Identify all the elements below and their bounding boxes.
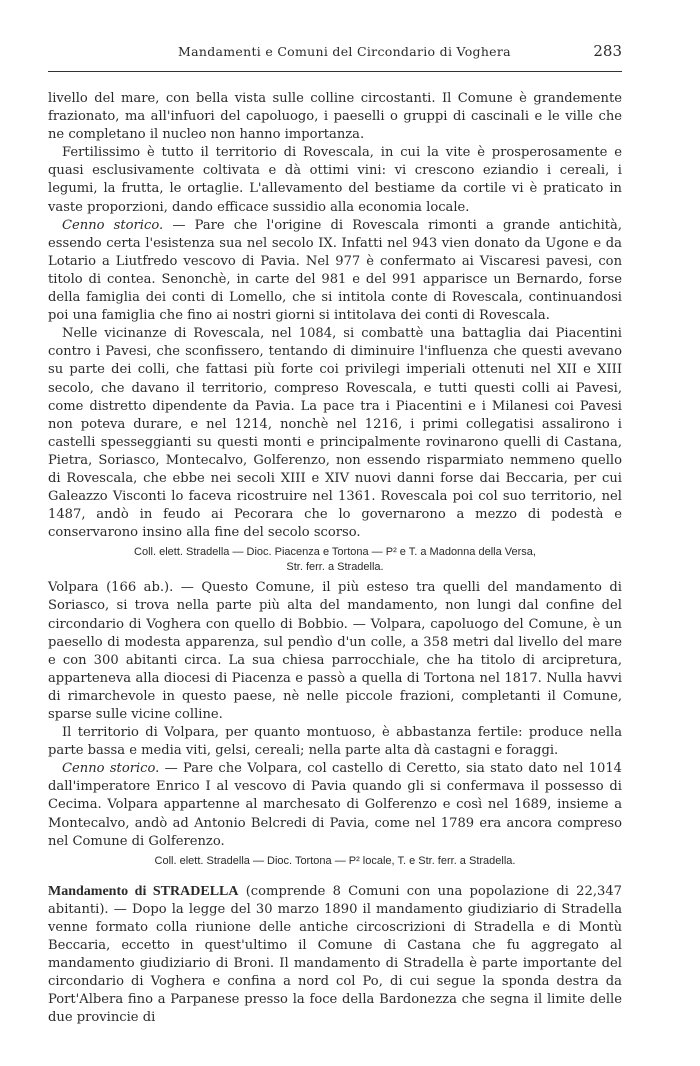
page-number: 283 bbox=[593, 42, 622, 60]
section-label-cenno-storico: Cenno storico. bbox=[62, 761, 160, 777]
paragraph-rovescala-territory: Fertilissimo è tutto il territorio di Rovescala, in cui la vite è prosperosamente e quasi esclusivamente coltivata e dà ottimi vini: vi crescono eziandio i cereali, i legumi, la frutta, le ortaglie. L'allevamento del bestiame da cortile vi è praticato in vaste proporzioni, dando efficace sussidio alla economia locale. bbox=[48, 145, 622, 215]
paragraph-rovescala-description: livello del mare, con bella vista sulle colline circostanti. Il Comune è grandemente frazionato, ma all'infuori del capoluogo, i paeselli o gruppi di cascinali e le ville che ne completano il nucleo non hanno importanza. bbox=[48, 91, 622, 143]
paragraph-volpara-entry: Volpara (166 ab.). — Questo Comune, il più esteso tra quelli del mandamento di Soriasco, si trova nella parte più alta del mandamento, non lungi dal confine del circondario di Voghera con quello di Bobbio. — Volpara, capoluogo del Comune, è un paesello di modesta apparenza, sul pendìo d'un colle, a 358 metri dal livello del mare e con 300 abitanti circa. La sua chiesa parrocchiale, che ha titolo di arcipretura, apparteneva alla diocesi di Piacenza e passò a quella di Tortona nel 1817. Nulla havvi di rimarchevole in questo paese, nè nelle piccole frazioni, completanti il Comune, sparse sulle vicine colline. bbox=[48, 580, 622, 722]
rovescala-electoral-note: Coll. elett. Stradella — Dioc. Piacenza e Tortona — P² e T. a Madonna della Versa, Str. ferr. a Stradella. bbox=[134, 546, 536, 574]
body-text bbox=[48, 90, 622, 1028]
paragraph-volpara-territory: Il territorio di Volpara, per quanto montuoso, è abbastanza fertile: produce nella parte bassa e media viti, gelsi, cereali; nella parte alta dà castagni e foraggi. bbox=[48, 725, 622, 759]
paragraph-rovescala-battle: Nelle vicinanze di Rovescala, nel 1084, si combattè una battaglia dai Piacentini contro i Pavesi, che sconfissero, tentando di diminuire l'influenza che questi avevano su parte dei colli, che fattasi più forte coi privilegi imperiali ottenuti nel XII e XIII secolo, che davano il territorio, compreso Rovescala, e tutti questi colli ai Pavesi, come distretto dipendente da Pavia. La pace tra i Piacentini e i Milanesi coi Pavesi non poteva durare, e nel 1214, nonchè nel 1216, i primi collegatisi assalirono i castelli spesseggianti su questi monti e principalmente rovinarono quelli di Castana, Pietra, Soriasco, Montecalvo, Golferenzo, non essendo risparmiato nemmeno quello di Rovescala, che ebbe nei secoli XIII e XIV nuovi danni forse dai Beccaria, per cui Galeazzo Visconti lo faceva ricostruire nel 1361. Rovescala poi col suo territorio, nel 1487, andò in feudo ai Pecorara che lo governarono a mezzo di podestà e conservarono insino alla fine del secolo scorso. bbox=[48, 326, 622, 541]
volpara-electoral-note: Coll. elett. Stradella — Dioc. Tortona — P² locale, T. e Str. ferr. a Stradella. bbox=[154, 854, 516, 867]
header-rule bbox=[48, 71, 622, 72]
page-header bbox=[48, 44, 622, 62]
paragraph-mandamento-stradella: Mandamento di STRADELLA (comprende 8 Comuni con una popolazione di 22,347 abitanti). — Dopo la legge del 30 marzo 1890 il mandamento giudiziario di Stradella venne formato colla riunione delle antiche circoscrizioni di Stradella e di Montù Beccaria, eccetto in quest'ultimo il Comune di Castana che fu aggregato al mandamento giudiziario di Broni. Il mandamento di Stradella è parte importante del circondario di Voghera e confina a nord col Po, di cui segue la sponda destra da Port'Albera fino a Parpanese presso la foce della Bardonezza che segna il limite delle due provincie di bbox=[48, 883, 622, 1026]
paragraph-volpara-history: Cenno storico. — Pare che Volpara, col castello di Ceretto, sia stato dato nel 1014 dall'imperatore Enrico I al vescovo di Pavia quando gli si confermava il possesso di Cecima. Volpara appartenne al marchesato di Golferenzo e così nel 1689, insieme a Montecalvo, andò ad Antonio Belcredi di Pavia, come nel 1789 era ancora compreso nel Comune di Golferenzo. bbox=[48, 761, 622, 849]
running-title: Mandamenti e Comuni del Circondario di Voghera bbox=[178, 44, 511, 59]
section-label-cenno-storico: Cenno storico. bbox=[62, 217, 164, 233]
entry-heading-stradella: Mandamento di STRADELLA bbox=[48, 883, 239, 899]
paragraph-rovescala-history: Cenno storico. — Pare che l'origine di Rovescala rimonti a grande antichità, essendo certa l'esistenza sua nel secolo IX. Infatti nel 943 vien donato da Ugone e da Lotario a Liutfredo vescovo di Pavia. Nel 977 è confermato ai Viscaresi pavesi, con titolo di contea. Senonchè, in carte del 981 e del 991 apparisce un Bernardo, forse della famiglia dei conti di Lomello, che si intitola conte di Rovescala, continuandosi poi una famiglia che fino ai nostri giorni si intitolava dei conti di Rovescala. bbox=[48, 217, 623, 324]
entry-heading-volpara: Volpara bbox=[48, 580, 99, 596]
